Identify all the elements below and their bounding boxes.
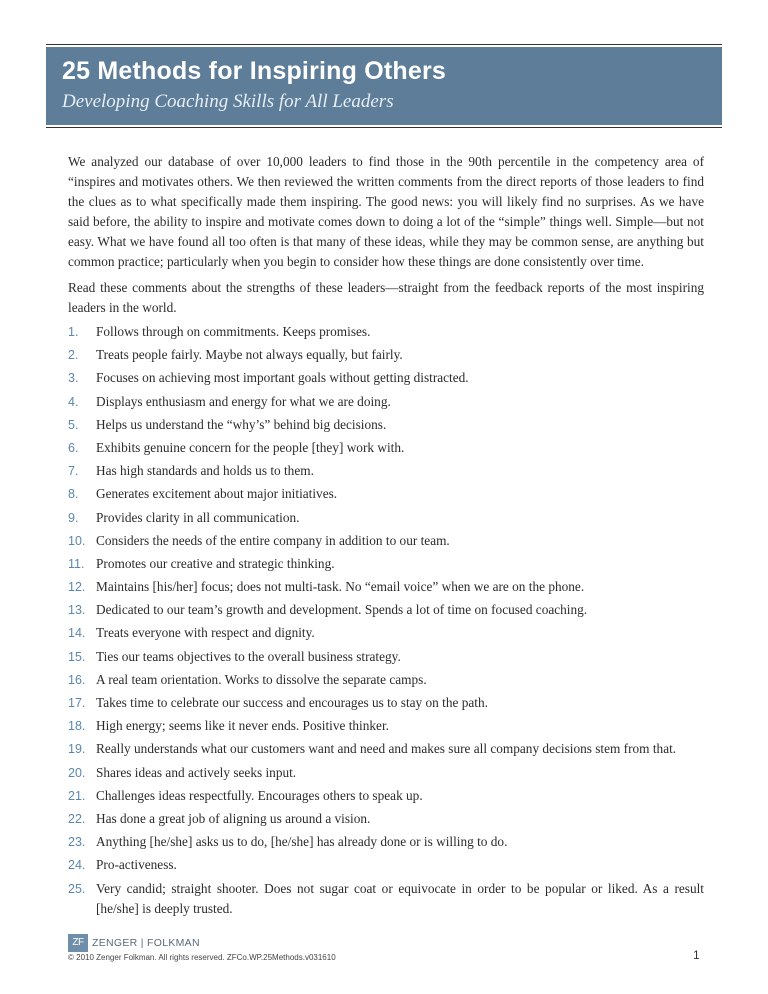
list-item — [68, 461, 704, 481]
page-subtitle: Developing Coaching Skills for All Leaders — [62, 91, 394, 112]
logo-mark-icon: ZF — [68, 934, 88, 952]
list-item — [68, 832, 704, 852]
list-item — [68, 786, 704, 806]
header-top-rule — [46, 44, 722, 45]
list-item-number: 19. — [68, 742, 86, 757]
title-banner — [46, 47, 722, 125]
list-item-text: Shares ideas and actively seeks input. — [96, 764, 297, 780]
header-bottom-rule — [46, 127, 722, 128]
list-item — [68, 345, 704, 365]
list-item — [68, 716, 704, 736]
lead-in-paragraph: Read these comments about the strengths of these leaders—straight from the feedback reports of the most inspiring leaders in the world. — [68, 280, 704, 315]
list-item-number: 1. — [68, 325, 79, 339]
list-item — [68, 368, 704, 388]
list-item-text: High energy; seems like it never ends. Positive thinker. — [96, 718, 389, 734]
list-item-number: 12. — [68, 580, 86, 595]
list-item-number: 6. — [68, 440, 79, 455]
list-item — [68, 855, 704, 875]
list-item — [68, 322, 704, 342]
list-item — [68, 623, 704, 643]
list-item-text: Generates excitement about major initiatives. — [96, 486, 338, 502]
list-item — [68, 693, 704, 713]
list-item-text: Focuses on achieving most important goals without getting distracted. — [96, 370, 469, 386]
list-item-number: 24. — [68, 858, 86, 873]
list-item-number: 25. — [68, 881, 86, 896]
list-item-text: Takes time to celebrate our success and encourages us to stay on the path. — [96, 695, 488, 710]
list-item-text: Challenges ideas respectfully. Encourages others to speak up. — [96, 787, 423, 803]
list-item — [68, 531, 704, 551]
logo-wordmark: ZENGER | FOLKMAN — [92, 937, 200, 949]
list-item-number: 7. — [68, 464, 79, 479]
list-item — [68, 484, 704, 504]
list-item-number: 5. — [68, 417, 79, 432]
list-item-number: 16. — [68, 672, 86, 687]
page-number: 1 — [693, 948, 700, 962]
list-item-text: Very candid; straight shooter. Does not sugar coat or equivocate in order to be popular or liked. As a result [he/she] is deeply trusted. — [96, 880, 704, 916]
list-item — [68, 600, 704, 620]
list-item-number: 9. — [68, 510, 79, 525]
list-item-text: Dedicated to our team’s growth and development. Spends a lot of time on focused coaching. — [96, 602, 588, 618]
list-item-text: Ties our teams objectives to the overall business strategy. — [96, 648, 401, 664]
list-item-text: A real team orientation. Works to dissolve the separate camps. — [96, 671, 427, 687]
list-item-text: Helps us understand the “why’s” behind big decisions. — [96, 416, 387, 432]
list-item-number: 11. — [68, 556, 85, 571]
list-item-text: Promotes our creative and strategic thinking. — [96, 555, 335, 571]
list-item-number: 8. — [68, 487, 79, 502]
list-item-number: 2. — [68, 348, 79, 363]
list-item-text: Considers the needs of the entire company in addition to our team. — [96, 532, 450, 548]
list-item-number: 10. — [68, 533, 86, 548]
list-item — [68, 438, 704, 458]
list-item — [68, 670, 704, 690]
list-item — [68, 879, 704, 919]
list-item-text: Follows through on commitments. Keeps promises. — [96, 324, 371, 339]
copyright-notice: © 2010 Zenger Folkman. All rights reserved. ZFCo.WP.25Methods.v031610 — [68, 953, 336, 962]
list-item-text: Anything [he/she] asks us to do, [he/she] has already done or is willing to do. — [96, 834, 508, 850]
list-item — [68, 577, 704, 597]
list-item-text: Exhibits genuine concern for the people [they] work with. — [96, 439, 405, 455]
list-item-text: Displays enthusiasm and energy for what we are doing. — [96, 393, 391, 409]
list-item — [68, 647, 704, 667]
list-item-number: 13. — [68, 603, 86, 618]
list-item-number: 20. — [68, 765, 86, 780]
list-item-text: Pro-activeness. — [96, 857, 177, 873]
list-item-number: 23. — [68, 835, 86, 850]
list-item-number: 18. — [68, 719, 86, 734]
page-title: 25 Methods for Inspiring Others — [62, 57, 447, 85]
list-item — [68, 739, 704, 759]
list-item — [68, 809, 704, 829]
list-item-text: Treats everyone with respect and dignity. — [96, 625, 315, 641]
list-item-number: 3. — [68, 371, 79, 386]
list-item-number: 21. — [68, 788, 86, 803]
list-item — [68, 554, 704, 574]
list-item-number: 14. — [68, 626, 86, 641]
list-item-number: 22. — [68, 811, 86, 826]
list-item-text: Maintains [his/her] focus; does not multi-task. No “email voice” when we are on the phone. — [96, 579, 585, 595]
list-item-text: Has done a great job of aligning us around a vision. — [96, 810, 371, 826]
list-item — [68, 508, 704, 528]
list-item-number: 17. — [68, 696, 86, 710]
list-item-text: Provides clarity in all communication. — [96, 509, 300, 525]
list-item-number: 15. — [68, 649, 86, 664]
company-logo — [68, 934, 200, 952]
list-item-number: 4. — [68, 394, 79, 409]
list-item-text: Has high standards and holds us to them. — [96, 463, 314, 479]
list-item — [68, 763, 704, 783]
list-item — [68, 392, 704, 412]
list-item-text: Treats people fairly. Maybe not always equally, but fairly. — [96, 347, 403, 363]
list-item-text: Really understands what our customers want and need and makes sure all company decisions stem from that. — [96, 741, 677, 757]
intro-paragraph: We analyzed our database of over 10,000 leaders to find those in the 90th percentile in the competency area of “inspires and motivates others. We then reviewed the written comments from the direct reports of those leaders to find the clues as to what specifically made them inspiring. The good news: you will likely find no surprises. As we have said before, the ability to inspire and motivate comes down to doing a lot of the “simple” things well. Simple—but not easy. What we have found all too often is that many of these ideas, while they may be common sense, are anything but common practice; particularly when you begin to consider how these things are done consistently over time. — [68, 154, 704, 269]
methods-list — [68, 322, 704, 922]
list-item — [68, 415, 704, 435]
